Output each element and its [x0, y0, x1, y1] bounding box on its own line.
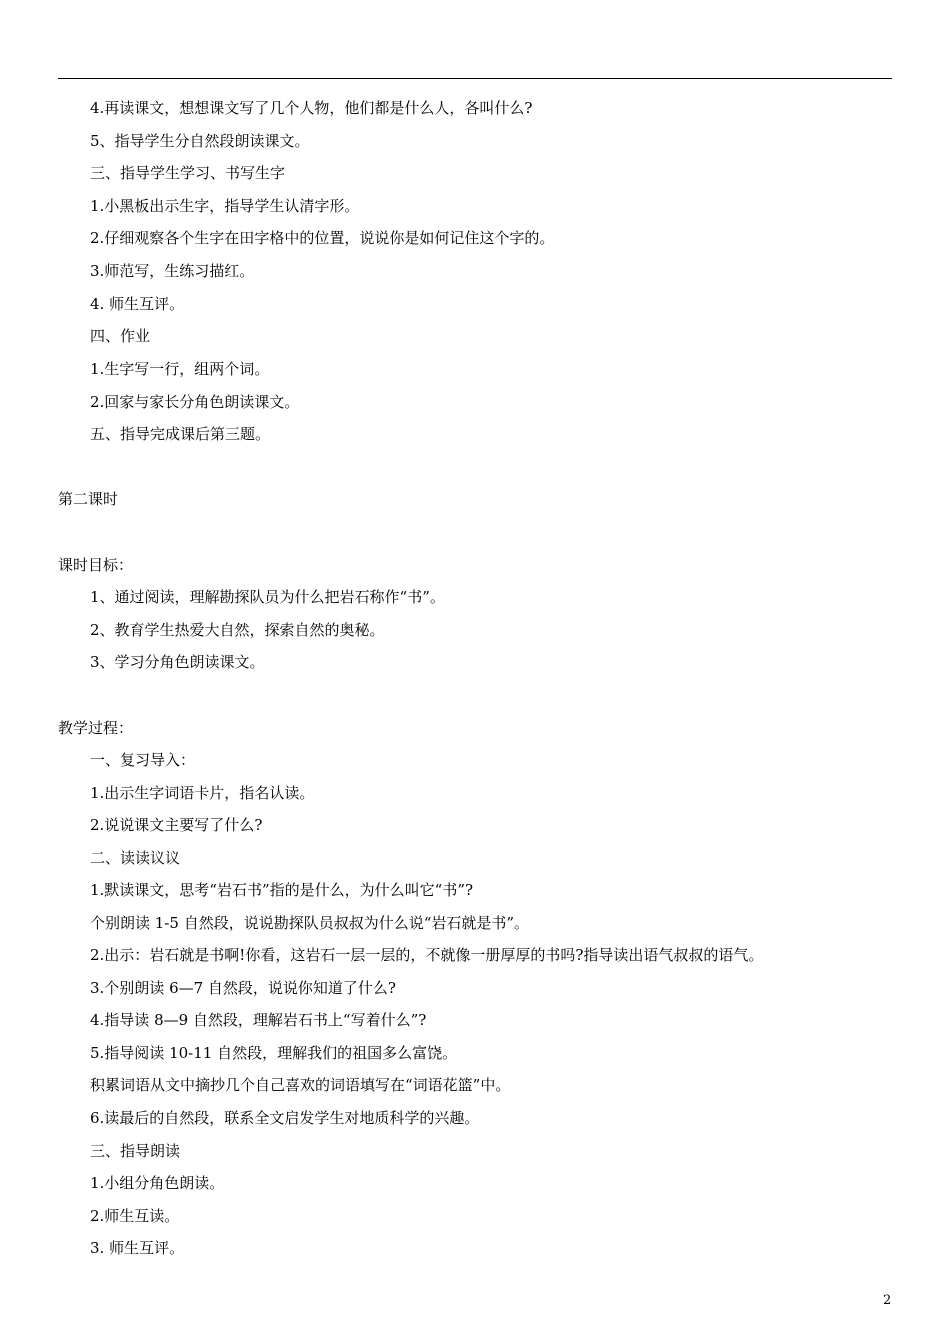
text-line: 三、指导朗读	[90, 1142, 181, 1160]
text-line: 3、学习分角色朗读课文。	[90, 653, 265, 671]
text-line: 2.说说课文主要写了什么?	[90, 816, 263, 834]
text-line: 二、读读议议	[90, 849, 181, 867]
text-line: 5、指导学生分自然段朗读课文。	[90, 132, 310, 150]
text-line: 5.指导阅读 10-11 自然段，理解我们的祖国多么富饶。	[90, 1044, 458, 1062]
header-rule	[58, 78, 892, 79]
section-heading: 第二课时	[58, 490, 119, 508]
text-line: 积累词语从文中摘抄几个自己喜欢的词语填写在“词语花篮”中。	[90, 1076, 511, 1094]
text-line: 2.仔细观察各个生字在田字格中的位置，说说你是如何记住这个字的。	[90, 229, 555, 247]
text-line: 2、教育学生热爱大自然，探索自然的奥秘。	[90, 621, 385, 639]
text-line: 3.师范写，生练习描红。	[90, 262, 255, 280]
text-line: 2.回家与家长分角色朗读课文。	[90, 393, 300, 411]
text-line: 4.指导读 8—9 自然段，理解岩石书上“写着什么”?	[90, 1011, 427, 1029]
text-line: 3. 师生互评。	[90, 1239, 185, 1257]
text-line: 2.师生互读。	[90, 1207, 180, 1225]
text-line: 个别朗读 1-5 自然段，说说勘探队员叔叔为什么说“岩石就是书”。	[90, 914, 530, 932]
text-line: 2.出示：岩石就是书啊!你看，这岩石一层一层的，不就像一册厚厚的书吗?指导读出语气叔叔的语气。	[90, 946, 764, 964]
text-line: 三、指导学生学习、书写生字	[90, 164, 286, 182]
text-line: 4.再读课文，想想课文写了几个人物，他们都是什么人，各叫什么?	[90, 99, 533, 117]
text-line: 6.读最后的自然段，联系全文启发学生对地质科学的兴趣。	[90, 1109, 480, 1127]
page-number: 2	[883, 1293, 892, 1308]
text-line: 4. 师生互评。	[90, 295, 185, 313]
text-line: 1.默读课文，思考“岩石书”指的是什么，为什么叫它“书”?	[90, 881, 474, 899]
text-line: 五、指导完成课后第三题。	[90, 425, 271, 443]
text-line: 1、通过阅读，理解勘探队员为什么把岩石称作“书”。	[90, 588, 445, 606]
text-line: 四、作业	[90, 327, 151, 345]
text-line: 1.小组分角色朗读。	[90, 1174, 225, 1192]
text-line: 3.个别朗读 6—7 自然段，说说你知道了什么?	[90, 979, 396, 997]
text-line: 一、复习导入：	[90, 751, 196, 769]
section-heading: 课时目标：	[58, 556, 134, 574]
text-line: 1.出示生字词语卡片，指名认读。	[90, 784, 315, 802]
text-line: 1.生字写一行，组两个词。	[90, 360, 270, 378]
text-line: 1.小黑板出示生字，指导学生认清字形。	[90, 197, 360, 215]
section-heading: 教学过程：	[58, 719, 134, 737]
